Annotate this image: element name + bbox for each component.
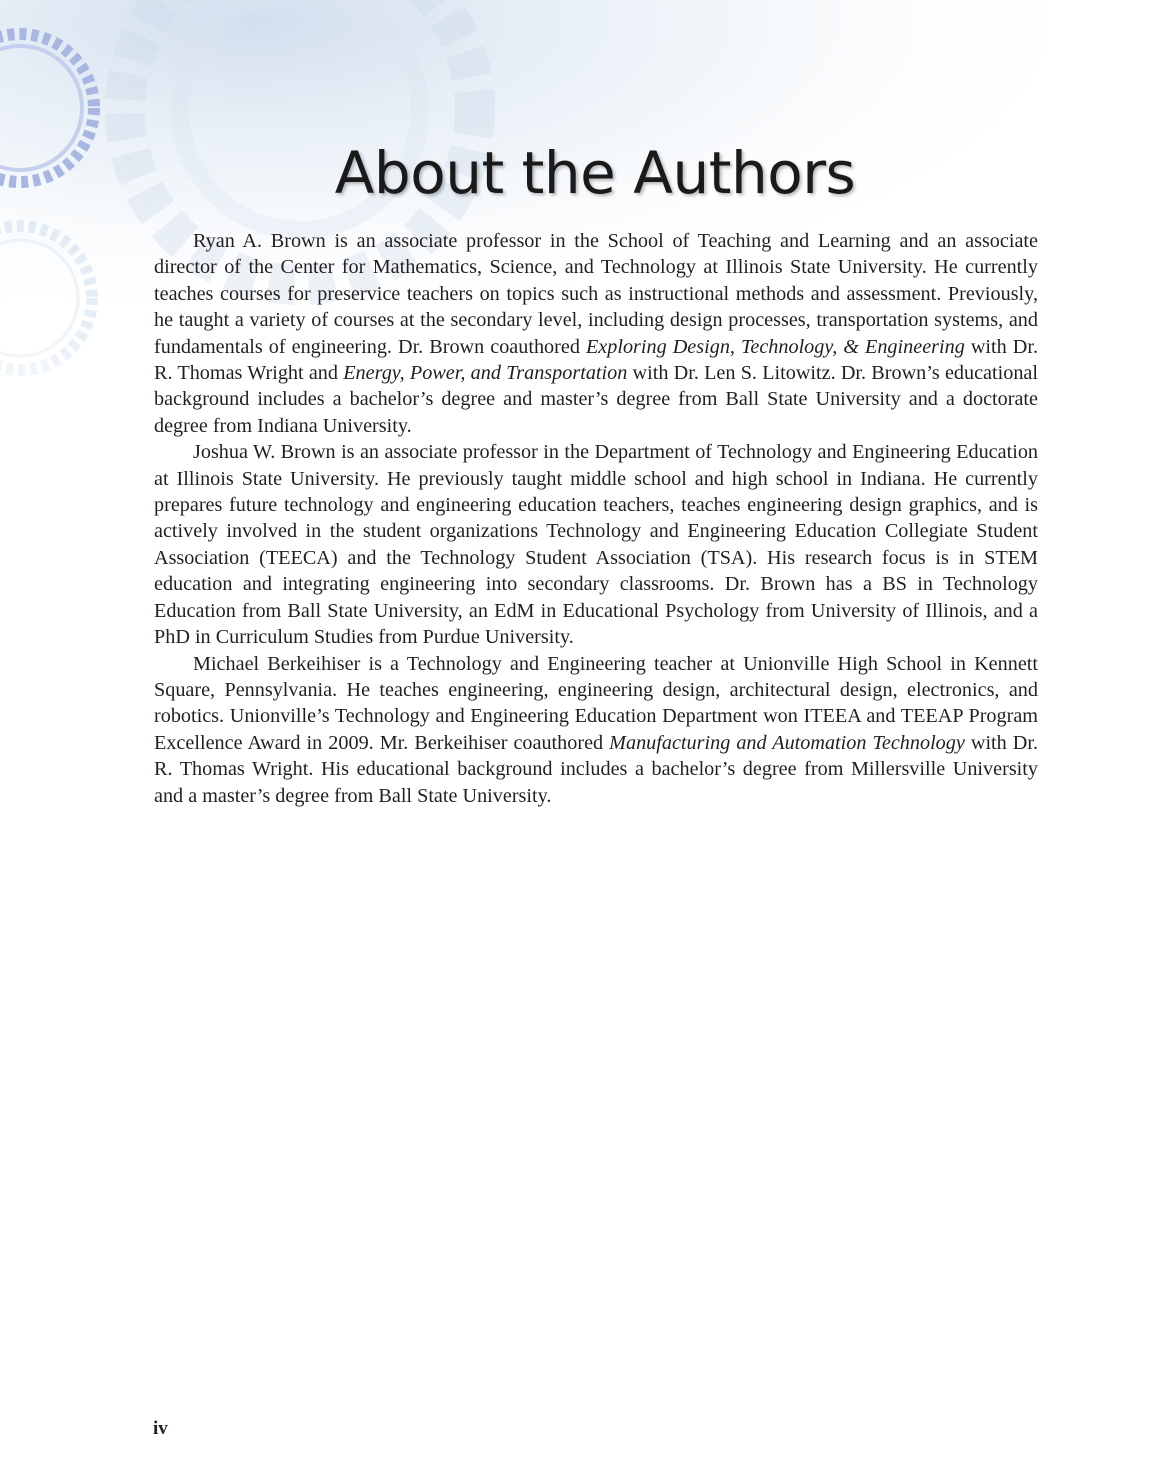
book-title: Manufacturing and Automation Technology bbox=[609, 731, 965, 754]
bio-joshua-brown: Joshua W. Brown is an associate professor in the Department of Technology and Engineering Education at Illinois State University. He previously taught middle school and high school in Indiana. He currently prepares future technology and engineering education teachers, teaches engineering design graphics, and is actively involved in the student organizations Technology and Engineering Education Collegiate Student Association (TEECA) and the Technology Student Association (TSA). His research focus is in STEM education and integrating engineering into secondary classrooms. Dr. Brown has a BS in Technology Education from Ball State University, an EdM in Educational Psychology from University of Illinois, and a PhD in Curriculum Studies from Purdue University. bbox=[154, 441, 1039, 649]
book-title: Energy, Power, and Transportation bbox=[343, 362, 628, 385]
bio-michael-berkeihiser: Michael Berkeihiser is a Technology and Engineering teacher at Unionville High School in Kennett Square, Pennsylvania. He teaches engineering, engineering design, architectural design, electronics, and robotics. Unionville’s Technology and Engineering Education Department won ITEEA and TEEAP Program Excellence Award in 2009. Mr. Berkeihiser coauthored Manufacturing and Automation Technology with Dr. R. Thomas Wright. His educational background includes a bachelor’s degree from Millersville University and a master’s degree from Ball State University. bbox=[154, 652, 1039, 807]
author-bios bbox=[154, 228, 1038, 809]
author-name: Ryan A. Brown bbox=[193, 230, 326, 252]
author-name: Michael Berkeihiser bbox=[193, 652, 361, 675]
page-number: iv bbox=[153, 1418, 168, 1439]
book-title: Exploring Design, Technology, & Engineering bbox=[585, 335, 965, 358]
bio-ryan-brown: Ryan A. Brown is an associate professor in the School of Teaching and Learning and an associate director of the Center for Mathematics, Science, and Technology at Illinois State University. He currently teaches courses for preservice teachers on topics such as instructional methods and assessment. Previously, he taught a variety of courses at the secondary level, including design processes, transportation systems, and fundamentals of engineering. Dr. Brown coauthored Exploring Design, Technology, & Engineering with Dr. R. Thomas Wright and Energy, Power, and Transportation with Dr. Len S. Litowitz. Dr. Brown’s educational background includes a bachelor’s degree and master’s degree from Ball State University and a doctorate degree from Indiana University. bbox=[154, 230, 1039, 437]
author-name: Joshua W. Brown bbox=[193, 441, 336, 464]
page-title: About the Authors bbox=[334, 138, 856, 207]
